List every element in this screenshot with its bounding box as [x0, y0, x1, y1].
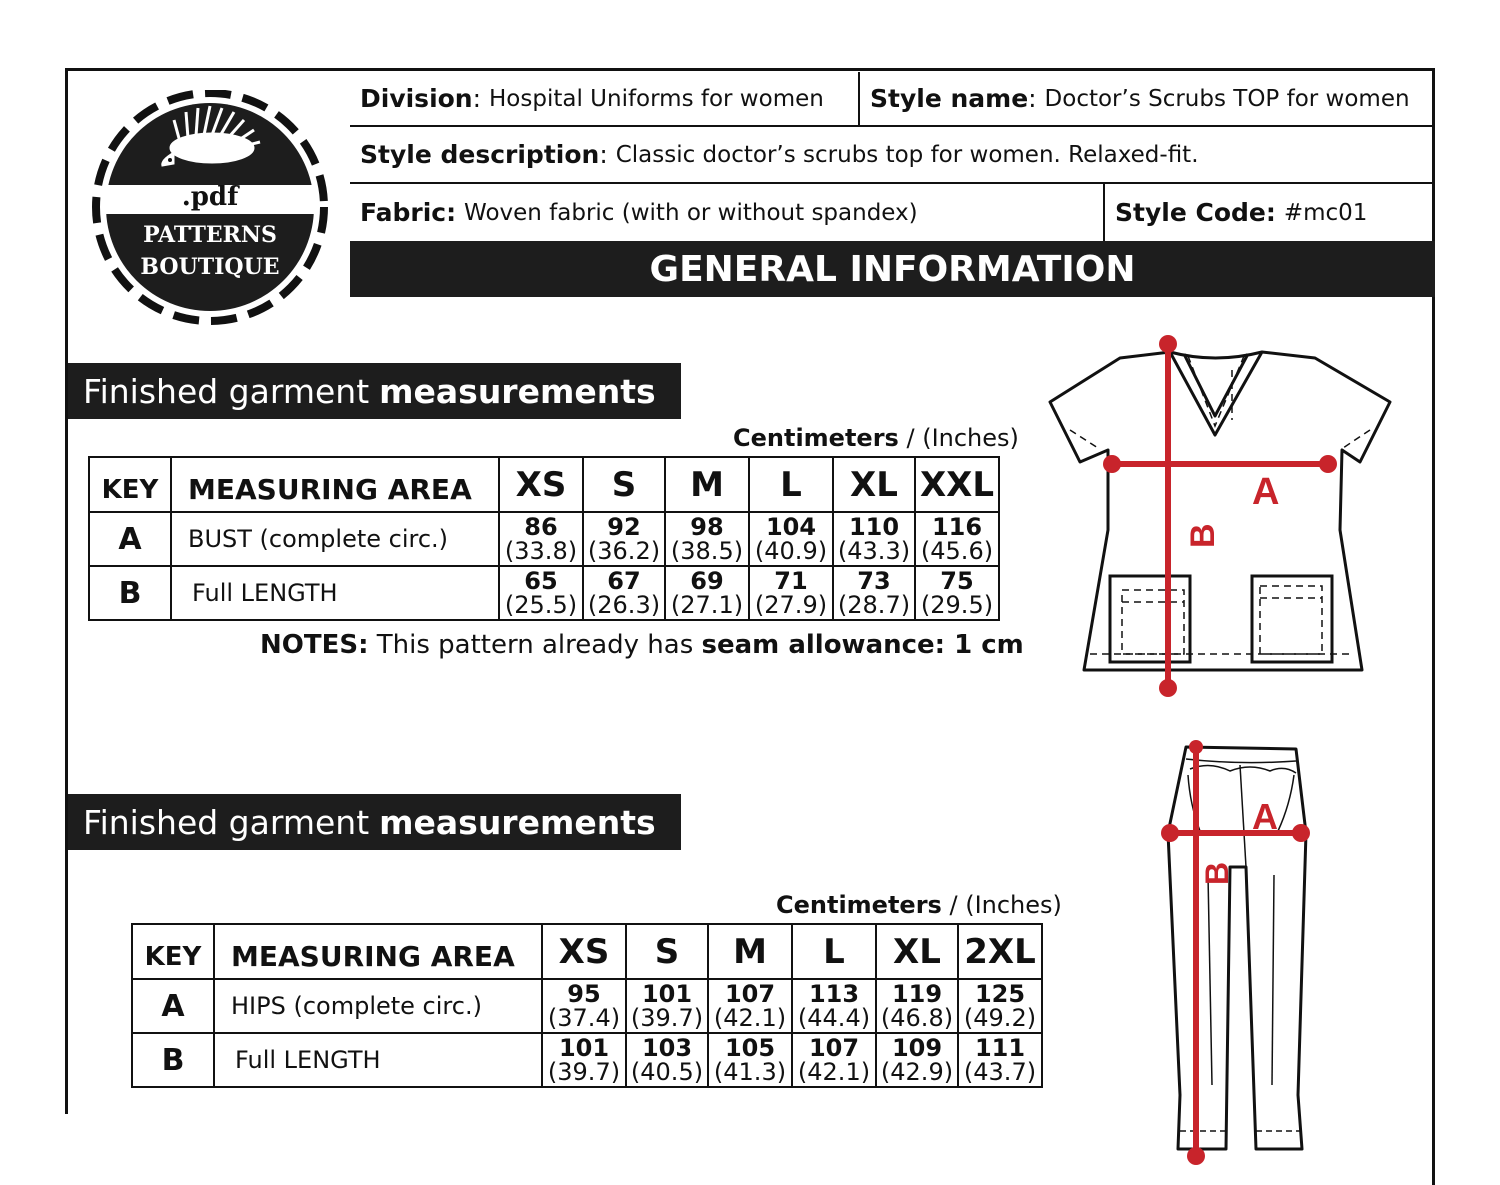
bottom-section-title-plain: Finished garment — [83, 802, 370, 842]
fabric-value: Woven fabric (with or without spandex) — [464, 199, 918, 226]
general-information-bar: GENERAL INFORMATION — [350, 241, 1435, 297]
top-units-in: / (Inches) — [906, 424, 1019, 452]
value-cell — [708, 979, 792, 1033]
row-area: BUST (complete circ.) — [171, 512, 499, 566]
inch-value: (45.6) — [920, 537, 994, 565]
measure-point — [1292, 824, 1310, 842]
key-header: KEY — [89, 457, 171, 512]
value-cell — [542, 979, 626, 1033]
cm-value: 65 — [524, 567, 558, 595]
size-header: 2XL — [958, 924, 1042, 979]
pants-diagram-label-a: A — [1252, 796, 1278, 837]
cm-value: 71 — [774, 567, 808, 595]
key-header: KEY — [132, 924, 214, 979]
row-key: B — [89, 566, 171, 620]
notes-seam-allowance: seam allowance: 1 cm — [701, 630, 1024, 660]
cm-value: 107 — [808, 1034, 860, 1062]
bottom-table-header-row — [132, 924, 1042, 979]
size-header: XS — [499, 457, 583, 512]
bottom-units-in: / (Inches) — [949, 891, 1062, 919]
top-measurements-table — [88, 456, 1000, 621]
size-header: XS — [542, 924, 626, 979]
division-cell: Division : Hospital Uniforms for women — [350, 72, 860, 127]
table-row — [89, 512, 999, 566]
value-cell — [792, 1033, 876, 1087]
value-cell — [958, 979, 1042, 1033]
value-cell — [665, 512, 749, 566]
inch-value: (29.5) — [920, 591, 994, 619]
notes-text: This pattern already has — [376, 630, 694, 660]
measure-point — [1159, 335, 1177, 353]
value-cell — [958, 1033, 1042, 1087]
fabric-cell — [350, 184, 1105, 241]
value-cell — [499, 512, 583, 566]
cm-value: 98 — [690, 513, 724, 541]
inch-value: (42.1) — [713, 1004, 787, 1032]
size-header: XL — [833, 457, 915, 512]
inch-value: (25.5) — [504, 591, 578, 619]
size-header: L — [749, 457, 833, 512]
value-cell — [749, 512, 833, 566]
cm-value: 110 — [848, 513, 900, 541]
inch-value: (38.5) — [670, 537, 744, 565]
bottom-section-title-bold: measurements — [379, 802, 656, 842]
notes-line — [260, 630, 1024, 660]
measure-point — [1189, 740, 1203, 754]
cm-value: 67 — [607, 567, 641, 595]
inch-value: (36.2) — [587, 537, 661, 565]
style-description-cell: Style description : Classic doctor’s scrubs top for women. Relaxed-fit. — [350, 127, 1435, 184]
measure-point — [1187, 1147, 1205, 1165]
brand-logo — [90, 90, 330, 325]
value-cell — [665, 566, 749, 620]
inch-value: (39.7) — [630, 1004, 704, 1032]
bottom-units-label — [776, 891, 1062, 919]
bottom-section-title — [68, 794, 681, 850]
measure-point — [1161, 824, 1179, 842]
value-cell — [499, 566, 583, 620]
division-value: Hospital Uniforms for women — [489, 85, 824, 112]
cm-value: 95 — [567, 980, 601, 1008]
inch-value: (42.9) — [880, 1058, 954, 1086]
inch-value: (27.1) — [670, 591, 744, 619]
table-row — [89, 566, 999, 620]
logo-pdf-text: .pdf — [181, 182, 239, 212]
row-area: Full LENGTH — [171, 566, 499, 620]
value-cell — [876, 979, 958, 1033]
value-cell — [749, 566, 833, 620]
value-cell — [915, 512, 999, 566]
bottom-units-cm: Centimeters — [776, 891, 942, 919]
value-cell — [708, 1033, 792, 1087]
row-area: HIPS (complete circ.) — [214, 979, 542, 1033]
logo-boutique-text: BOUTIQUE — [140, 254, 280, 280]
inch-value: (33.8) — [504, 537, 578, 565]
inch-value: (44.4) — [797, 1004, 871, 1032]
value-cell — [626, 979, 708, 1033]
style-code-label: Style Code: — [1115, 198, 1276, 227]
size-header: M — [708, 924, 792, 979]
value-cell — [583, 512, 665, 566]
value-cell — [583, 566, 665, 620]
measure-point — [1103, 455, 1121, 473]
value-cell — [833, 512, 915, 566]
cm-value: 103 — [641, 1034, 693, 1062]
style-code-value: #mc01 — [1283, 199, 1368, 226]
bottom-measurements-table — [131, 923, 1043, 1088]
size-header: XXL — [915, 457, 999, 512]
size-header: XL — [876, 924, 958, 979]
table-row — [132, 979, 1042, 1033]
top-diagram-label-b: B — [1184, 523, 1222, 548]
pants-diagram-label-b: B — [1199, 861, 1235, 885]
row-key: A — [132, 979, 214, 1033]
inch-value: (43.3) — [837, 537, 911, 565]
top-section-title-plain: Finished garment — [83, 371, 370, 411]
inch-value: (37.4) — [547, 1004, 621, 1032]
cm-value: 109 — [891, 1034, 943, 1062]
cm-value: 113 — [808, 980, 860, 1008]
inch-value: (42.1) — [797, 1058, 871, 1086]
inch-value: (39.7) — [547, 1058, 621, 1086]
division-label: Division — [360, 84, 473, 113]
top-units-label — [733, 424, 1019, 452]
cm-value: 101 — [558, 1034, 610, 1062]
size-header: S — [626, 924, 708, 979]
frame-top-border — [66, 68, 1435, 71]
value-cell — [915, 566, 999, 620]
row-key: B — [132, 1033, 214, 1087]
row-key: A — [89, 512, 171, 566]
cm-value: 92 — [607, 513, 641, 541]
cm-value: 104 — [765, 513, 817, 541]
cm-value: 75 — [940, 567, 974, 595]
cm-value: 125 — [974, 980, 1026, 1008]
cm-value: 116 — [931, 513, 983, 541]
top-units-cm: Centimeters — [733, 424, 899, 452]
cm-value: 101 — [641, 980, 693, 1008]
style-name-label: Style name — [870, 84, 1029, 113]
logo-patterns-text: PATTERNS — [143, 222, 277, 248]
frame-left-border — [65, 68, 68, 1114]
scrub-pants-diagram — [1150, 735, 1320, 1175]
inch-value: (41.3) — [713, 1058, 787, 1086]
style-name-value: Doctor’s Scrubs TOP for women — [1044, 85, 1410, 112]
top-section-title — [68, 363, 681, 419]
cm-value: 69 — [690, 567, 724, 595]
area-header: MEASURING AREA — [171, 457, 499, 512]
style-name-cell: Style name : Doctor’s Scrubs TOP for women — [860, 72, 1435, 127]
area-header: MEASURING AREA — [214, 924, 542, 979]
top-diagram-label-a: A — [1252, 471, 1280, 513]
cm-value: 73 — [857, 567, 891, 595]
inch-value: (27.9) — [754, 591, 828, 619]
notes-label: NOTES: — [260, 630, 369, 660]
inch-value: (43.7) — [963, 1058, 1037, 1086]
value-cell — [626, 1033, 708, 1087]
scrub-top-diagram — [1040, 330, 1400, 700]
style-description-label: Style description — [360, 140, 600, 169]
style-code-cell — [1105, 184, 1435, 241]
value-cell — [542, 1033, 626, 1087]
value-cell — [833, 566, 915, 620]
size-header: L — [792, 924, 876, 979]
cm-value: 86 — [524, 513, 558, 541]
inch-value: (40.9) — [754, 537, 828, 565]
size-header: S — [583, 457, 665, 512]
row-area: Full LENGTH — [214, 1033, 542, 1087]
table-row — [132, 1033, 1042, 1087]
inch-value: (40.5) — [630, 1058, 704, 1086]
value-cell — [876, 1033, 958, 1087]
cm-value: 107 — [724, 980, 776, 1008]
cm-value: 105 — [724, 1034, 776, 1062]
inch-value: (49.2) — [963, 1004, 1037, 1032]
inch-value: (26.3) — [587, 591, 661, 619]
size-header: M — [665, 457, 749, 512]
fabric-label: Fabric: — [360, 198, 457, 227]
style-description-value: Classic doctor’s scrubs top for women. Relaxed-fit. — [615, 141, 1199, 168]
measure-point — [1159, 679, 1177, 697]
top-table-header-row — [89, 457, 999, 512]
top-section-title-bold: measurements — [379, 371, 656, 411]
measure-point — [1319, 455, 1337, 473]
value-cell — [792, 979, 876, 1033]
cm-value: 111 — [974, 1034, 1026, 1062]
inch-value: (46.8) — [880, 1004, 954, 1032]
inch-value: (28.7) — [837, 591, 911, 619]
cm-value: 119 — [891, 980, 943, 1008]
